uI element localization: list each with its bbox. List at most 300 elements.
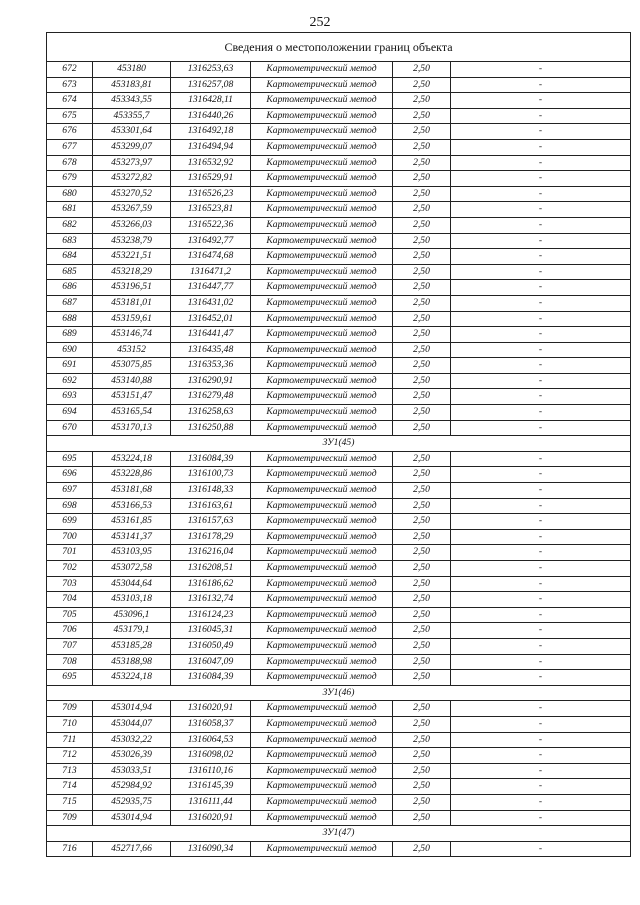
accuracy-cell: 2,50 — [393, 763, 451, 779]
section-header-row — [47, 826, 631, 842]
table-row — [47, 93, 631, 109]
section-header-row — [47, 436, 631, 452]
accuracy-cell: 2,50 — [393, 592, 451, 608]
x-coordinate-cell: 453141,37 — [93, 529, 171, 545]
table-row — [47, 295, 631, 311]
description-cell: - — [451, 171, 631, 187]
y-coordinate-cell: 1316163,61 — [171, 498, 251, 514]
description-cell: - — [451, 217, 631, 233]
point-number-cell: 708 — [47, 654, 93, 670]
boundary-coordinates-table — [46, 32, 631, 857]
accuracy-cell: 2,50 — [393, 358, 451, 374]
accuracy-cell: 2,50 — [393, 264, 451, 280]
accuracy-cell: 2,50 — [393, 93, 451, 109]
accuracy-cell: 2,50 — [393, 405, 451, 421]
x-coordinate-cell: 453165,54 — [93, 405, 171, 421]
method-cell: Картометрический метод — [251, 139, 393, 155]
y-coordinate-cell: 1316145,39 — [171, 779, 251, 795]
y-coordinate-cell: 1316111,44 — [171, 794, 251, 810]
method-cell: Картометрический метод — [251, 108, 393, 124]
method-cell: Картометрический метод — [251, 155, 393, 171]
description-cell: - — [451, 467, 631, 483]
x-coordinate-cell: 453146,74 — [93, 327, 171, 343]
y-coordinate-cell: 1316098,02 — [171, 748, 251, 764]
method-cell: Картометрический метод — [251, 701, 393, 717]
point-number-cell: 678 — [47, 155, 93, 171]
accuracy-cell: 2,50 — [393, 171, 451, 187]
description-cell: - — [451, 93, 631, 109]
x-coordinate-cell: 453032,22 — [93, 732, 171, 748]
point-number-cell: 677 — [47, 139, 93, 155]
x-coordinate-cell: 452935,75 — [93, 794, 171, 810]
point-number-cell: 692 — [47, 373, 93, 389]
point-number-cell: 713 — [47, 763, 93, 779]
point-number-cell: 695 — [47, 451, 93, 467]
accuracy-cell: 2,50 — [393, 217, 451, 233]
method-cell: Картометрический метод — [251, 498, 393, 514]
x-coordinate-cell: 453181,01 — [93, 295, 171, 311]
accuracy-cell: 2,50 — [393, 249, 451, 265]
x-coordinate-cell: 453185,28 — [93, 638, 171, 654]
y-coordinate-cell: 1316132,74 — [171, 592, 251, 608]
description-cell: - — [451, 124, 631, 140]
y-coordinate-cell: 1316084,39 — [171, 670, 251, 686]
table-row — [47, 607, 631, 623]
description-cell: - — [451, 545, 631, 561]
description-cell: - — [451, 514, 631, 530]
y-coordinate-cell: 1316208,51 — [171, 561, 251, 577]
description-cell: - — [451, 358, 631, 374]
point-number-cell: 687 — [47, 295, 93, 311]
method-cell: Картометрический метод — [251, 561, 393, 577]
description-cell: - — [451, 155, 631, 171]
point-number-cell: 710 — [47, 716, 93, 732]
point-number-cell: 689 — [47, 327, 93, 343]
description-cell: - — [451, 327, 631, 343]
table-row — [47, 389, 631, 405]
x-coordinate-cell: 453238,79 — [93, 233, 171, 249]
description-cell: - — [451, 576, 631, 592]
y-coordinate-cell: 1316452,01 — [171, 311, 251, 327]
accuracy-cell: 2,50 — [393, 483, 451, 499]
point-number-cell: 701 — [47, 545, 93, 561]
description-cell: - — [451, 373, 631, 389]
method-cell: Картометрический метод — [251, 576, 393, 592]
x-coordinate-cell: 453267,59 — [93, 202, 171, 218]
table-row — [47, 732, 631, 748]
point-number-cell: 693 — [47, 389, 93, 405]
x-coordinate-cell: 453196,51 — [93, 280, 171, 296]
y-coordinate-cell: 1316440,26 — [171, 108, 251, 124]
accuracy-cell: 2,50 — [393, 701, 451, 717]
method-cell: Картометрический метод — [251, 358, 393, 374]
x-coordinate-cell: 453014,94 — [93, 810, 171, 826]
y-coordinate-cell: 1316529,91 — [171, 171, 251, 187]
table-row — [47, 77, 631, 93]
section-label: ЗУ1(45) — [47, 436, 631, 452]
method-cell: Картометрический метод — [251, 794, 393, 810]
x-coordinate-cell: 453221,51 — [93, 249, 171, 265]
accuracy-cell: 2,50 — [393, 810, 451, 826]
method-cell: Картометрический метод — [251, 779, 393, 795]
x-coordinate-cell: 453270,52 — [93, 186, 171, 202]
y-coordinate-cell: 1316523,81 — [171, 202, 251, 218]
point-number-cell: 707 — [47, 638, 93, 654]
method-cell: Картометрический метод — [251, 716, 393, 732]
table-row — [47, 124, 631, 140]
y-coordinate-cell: 1316250,88 — [171, 420, 251, 436]
accuracy-cell: 2,50 — [393, 186, 451, 202]
y-coordinate-cell: 1316216,04 — [171, 545, 251, 561]
point-number-cell: 714 — [47, 779, 93, 795]
x-coordinate-cell: 453151,47 — [93, 389, 171, 405]
table-row — [47, 748, 631, 764]
method-cell: Картометрический метод — [251, 280, 393, 296]
accuracy-cell: 2,50 — [393, 670, 451, 686]
y-coordinate-cell: 1316064,53 — [171, 732, 251, 748]
y-coordinate-cell: 1316045,31 — [171, 623, 251, 639]
y-coordinate-cell: 1316471,2 — [171, 264, 251, 280]
point-number-cell: 680 — [47, 186, 93, 202]
method-cell: Картометрический метод — [251, 295, 393, 311]
y-coordinate-cell: 1316290,91 — [171, 373, 251, 389]
accuracy-cell: 2,50 — [393, 467, 451, 483]
point-number-cell: 682 — [47, 217, 93, 233]
y-coordinate-cell: 1316084,39 — [171, 451, 251, 467]
table-row — [47, 545, 631, 561]
accuracy-cell: 2,50 — [393, 623, 451, 639]
y-coordinate-cell: 1316257,08 — [171, 77, 251, 93]
description-cell: - — [451, 763, 631, 779]
point-number-cell: 686 — [47, 280, 93, 296]
y-coordinate-cell: 1316435,48 — [171, 342, 251, 358]
x-coordinate-cell: 453180 — [93, 62, 171, 78]
method-cell: Картометрический метод — [251, 638, 393, 654]
point-number-cell: 712 — [47, 748, 93, 764]
table-row — [47, 202, 631, 218]
accuracy-cell: 2,50 — [393, 514, 451, 530]
method-cell: Картометрический метод — [251, 841, 393, 857]
method-cell: Картометрический метод — [251, 451, 393, 467]
y-coordinate-cell: 1316047,09 — [171, 654, 251, 670]
description-cell: - — [451, 592, 631, 608]
table-row — [47, 810, 631, 826]
method-cell: Картометрический метод — [251, 623, 393, 639]
point-number-cell: 690 — [47, 342, 93, 358]
method-cell: Картометрический метод — [251, 249, 393, 265]
method-cell: Картометрический метод — [251, 93, 393, 109]
x-coordinate-cell: 453355,7 — [93, 108, 171, 124]
accuracy-cell: 2,50 — [393, 77, 451, 93]
description-cell: - — [451, 186, 631, 202]
x-coordinate-cell: 453072,58 — [93, 561, 171, 577]
method-cell: Картометрический метод — [251, 342, 393, 358]
accuracy-cell: 2,50 — [393, 280, 451, 296]
method-cell: Картометрический метод — [251, 405, 393, 421]
description-cell: - — [451, 108, 631, 124]
point-number-cell: 698 — [47, 498, 93, 514]
method-cell: Картометрический метод — [251, 529, 393, 545]
x-coordinate-cell: 453103,18 — [93, 592, 171, 608]
method-cell: Картометрический метод — [251, 124, 393, 140]
table-row — [47, 155, 631, 171]
method-cell: Картометрический метод — [251, 171, 393, 187]
x-coordinate-cell: 453273,97 — [93, 155, 171, 171]
x-coordinate-cell: 453183,81 — [93, 77, 171, 93]
method-cell: Картометрический метод — [251, 514, 393, 530]
method-cell: Картометрический метод — [251, 592, 393, 608]
table-row — [47, 186, 631, 202]
y-coordinate-cell: 1316492,18 — [171, 124, 251, 140]
method-cell: Картометрический метод — [251, 545, 393, 561]
accuracy-cell: 2,50 — [393, 748, 451, 764]
table-row — [47, 264, 631, 280]
description-cell: - — [451, 607, 631, 623]
description-cell: - — [451, 311, 631, 327]
x-coordinate-cell: 453181,68 — [93, 483, 171, 499]
description-cell: - — [451, 654, 631, 670]
accuracy-cell: 2,50 — [393, 311, 451, 327]
x-coordinate-cell: 453152 — [93, 342, 171, 358]
point-number-cell: 681 — [47, 202, 93, 218]
method-cell: Картометрический метод — [251, 264, 393, 280]
point-number-cell: 715 — [47, 794, 93, 810]
point-number-cell: 709 — [47, 810, 93, 826]
y-coordinate-cell: 1316020,91 — [171, 701, 251, 717]
table-row — [47, 405, 631, 421]
accuracy-cell: 2,50 — [393, 529, 451, 545]
description-cell: - — [451, 638, 631, 654]
point-number-cell: 700 — [47, 529, 93, 545]
x-coordinate-cell: 453224,18 — [93, 451, 171, 467]
y-coordinate-cell: 1316431,02 — [171, 295, 251, 311]
method-cell: Картометрический метод — [251, 389, 393, 405]
point-number-cell: 704 — [47, 592, 93, 608]
point-number-cell: 676 — [47, 124, 93, 140]
accuracy-cell: 2,50 — [393, 561, 451, 577]
accuracy-cell: 2,50 — [393, 202, 451, 218]
x-coordinate-cell: 452717,66 — [93, 841, 171, 857]
description-cell: - — [451, 841, 631, 857]
y-coordinate-cell: 1316353,36 — [171, 358, 251, 374]
table-row — [47, 217, 631, 233]
table-row — [47, 592, 631, 608]
y-coordinate-cell: 1316157,63 — [171, 514, 251, 530]
accuracy-cell: 2,50 — [393, 779, 451, 795]
y-coordinate-cell: 1316441,47 — [171, 327, 251, 343]
x-coordinate-cell: 453044,64 — [93, 576, 171, 592]
y-coordinate-cell: 1316428,11 — [171, 93, 251, 109]
point-number-cell: 675 — [47, 108, 93, 124]
table-title-row — [47, 33, 631, 62]
method-cell: Картометрический метод — [251, 202, 393, 218]
point-number-cell: 695 — [47, 670, 93, 686]
x-coordinate-cell: 453188,98 — [93, 654, 171, 670]
method-cell: Картометрический метод — [251, 654, 393, 670]
y-coordinate-cell: 1316492,77 — [171, 233, 251, 249]
accuracy-cell: 2,50 — [393, 451, 451, 467]
method-cell: Картометрический метод — [251, 186, 393, 202]
x-coordinate-cell: 453140,88 — [93, 373, 171, 389]
x-coordinate-cell: 453343,55 — [93, 93, 171, 109]
point-number-cell: 672 — [47, 62, 93, 78]
x-coordinate-cell: 453096,1 — [93, 607, 171, 623]
table-row — [47, 529, 631, 545]
description-cell: - — [451, 779, 631, 795]
method-cell: Картометрический метод — [251, 607, 393, 623]
y-coordinate-cell: 1316494,94 — [171, 139, 251, 155]
y-coordinate-cell: 1316279,48 — [171, 389, 251, 405]
method-cell: Картометрический метод — [251, 467, 393, 483]
point-number-cell: 679 — [47, 171, 93, 187]
method-cell: Картометрический метод — [251, 217, 393, 233]
table-row — [47, 139, 631, 155]
description-cell: - — [451, 202, 631, 218]
point-number-cell: 697 — [47, 483, 93, 499]
accuracy-cell: 2,50 — [393, 373, 451, 389]
y-coordinate-cell: 1316526,23 — [171, 186, 251, 202]
y-coordinate-cell: 1316090,34 — [171, 841, 251, 857]
table-row — [47, 62, 631, 78]
point-number-cell: 683 — [47, 233, 93, 249]
x-coordinate-cell: 453170,13 — [93, 420, 171, 436]
y-coordinate-cell: 1316050,49 — [171, 638, 251, 654]
table-row — [47, 233, 631, 249]
description-cell: - — [451, 295, 631, 311]
point-number-cell: 688 — [47, 311, 93, 327]
point-number-cell: 705 — [47, 607, 93, 623]
accuracy-cell: 2,50 — [393, 295, 451, 311]
section-label: ЗУ1(46) — [47, 685, 631, 701]
description-cell: - — [451, 249, 631, 265]
accuracy-cell: 2,50 — [393, 233, 451, 249]
method-cell: Картометрический метод — [251, 62, 393, 78]
y-coordinate-cell: 1316124,23 — [171, 607, 251, 623]
table-row — [47, 342, 631, 358]
table-row — [47, 451, 631, 467]
y-coordinate-cell: 1316148,33 — [171, 483, 251, 499]
x-coordinate-cell: 453301,64 — [93, 124, 171, 140]
accuracy-cell: 2,50 — [393, 841, 451, 857]
description-cell: - — [451, 62, 631, 78]
x-coordinate-cell: 453026,39 — [93, 748, 171, 764]
accuracy-cell: 2,50 — [393, 607, 451, 623]
point-number-cell: 709 — [47, 701, 93, 717]
method-cell: Картометрический метод — [251, 748, 393, 764]
method-cell: Картометрический метод — [251, 732, 393, 748]
x-coordinate-cell: 453299,07 — [93, 139, 171, 155]
description-cell: - — [451, 280, 631, 296]
table-row — [47, 623, 631, 639]
method-cell: Картометрический метод — [251, 420, 393, 436]
method-cell: Картометрический метод — [251, 373, 393, 389]
point-number-cell: 685 — [47, 264, 93, 280]
description-cell: - — [451, 623, 631, 639]
accuracy-cell: 2,50 — [393, 124, 451, 140]
description-cell: - — [451, 498, 631, 514]
table-row — [47, 327, 631, 343]
method-cell: Картометрический метод — [251, 77, 393, 93]
y-coordinate-cell: 1316110,16 — [171, 763, 251, 779]
table-row — [47, 841, 631, 857]
table-row — [47, 670, 631, 686]
description-cell: - — [451, 264, 631, 280]
x-coordinate-cell: 453075,85 — [93, 358, 171, 374]
y-coordinate-cell: 1316447,77 — [171, 280, 251, 296]
point-number-cell: 691 — [47, 358, 93, 374]
table-row — [47, 483, 631, 499]
table-row — [47, 358, 631, 374]
table-row — [47, 171, 631, 187]
accuracy-cell: 2,50 — [393, 327, 451, 343]
table-row — [47, 638, 631, 654]
accuracy-cell: 2,50 — [393, 638, 451, 654]
x-coordinate-cell: 453266,03 — [93, 217, 171, 233]
description-cell: - — [451, 529, 631, 545]
description-cell: - — [451, 483, 631, 499]
description-cell: - — [451, 405, 631, 421]
x-coordinate-cell: 453161,85 — [93, 514, 171, 530]
table-row — [47, 249, 631, 265]
point-number-cell: 670 — [47, 420, 93, 436]
table-row — [47, 779, 631, 795]
method-cell: Картометрический метод — [251, 810, 393, 826]
description-cell: - — [451, 810, 631, 826]
point-number-cell: 684 — [47, 249, 93, 265]
table-row — [47, 561, 631, 577]
x-coordinate-cell: 453228,86 — [93, 467, 171, 483]
x-coordinate-cell: 453179,1 — [93, 623, 171, 639]
y-coordinate-cell: 1316474,68 — [171, 249, 251, 265]
y-coordinate-cell: 1316186,62 — [171, 576, 251, 592]
table-row — [47, 514, 631, 530]
method-cell: Картометрический метод — [251, 311, 393, 327]
accuracy-cell: 2,50 — [393, 498, 451, 514]
table-row — [47, 794, 631, 810]
y-coordinate-cell: 1316100,73 — [171, 467, 251, 483]
accuracy-cell: 2,50 — [393, 139, 451, 155]
y-coordinate-cell: 1316253,63 — [171, 62, 251, 78]
x-coordinate-cell: 453218,29 — [93, 264, 171, 280]
point-number-cell: 696 — [47, 467, 93, 483]
description-cell: - — [451, 701, 631, 717]
x-coordinate-cell: 453166,53 — [93, 498, 171, 514]
x-coordinate-cell: 453224,18 — [93, 670, 171, 686]
description-cell: - — [451, 342, 631, 358]
point-number-cell: 699 — [47, 514, 93, 530]
y-coordinate-cell: 1316522,36 — [171, 217, 251, 233]
description-cell: - — [451, 561, 631, 577]
table-row — [47, 420, 631, 436]
table-row — [47, 373, 631, 389]
table-title: Сведения о местоположении границ объекта — [47, 33, 631, 62]
accuracy-cell: 2,50 — [393, 716, 451, 732]
description-cell: - — [451, 77, 631, 93]
description-cell: - — [451, 420, 631, 436]
y-coordinate-cell: 1316532,92 — [171, 155, 251, 171]
method-cell: Картометрический метод — [251, 763, 393, 779]
table-row — [47, 654, 631, 670]
table-row — [47, 108, 631, 124]
x-coordinate-cell: 453103,95 — [93, 545, 171, 561]
accuracy-cell: 2,50 — [393, 654, 451, 670]
point-number-cell: 673 — [47, 77, 93, 93]
accuracy-cell: 2,50 — [393, 108, 451, 124]
description-cell: - — [451, 451, 631, 467]
accuracy-cell: 2,50 — [393, 732, 451, 748]
section-header-row — [47, 685, 631, 701]
accuracy-cell: 2,50 — [393, 389, 451, 405]
